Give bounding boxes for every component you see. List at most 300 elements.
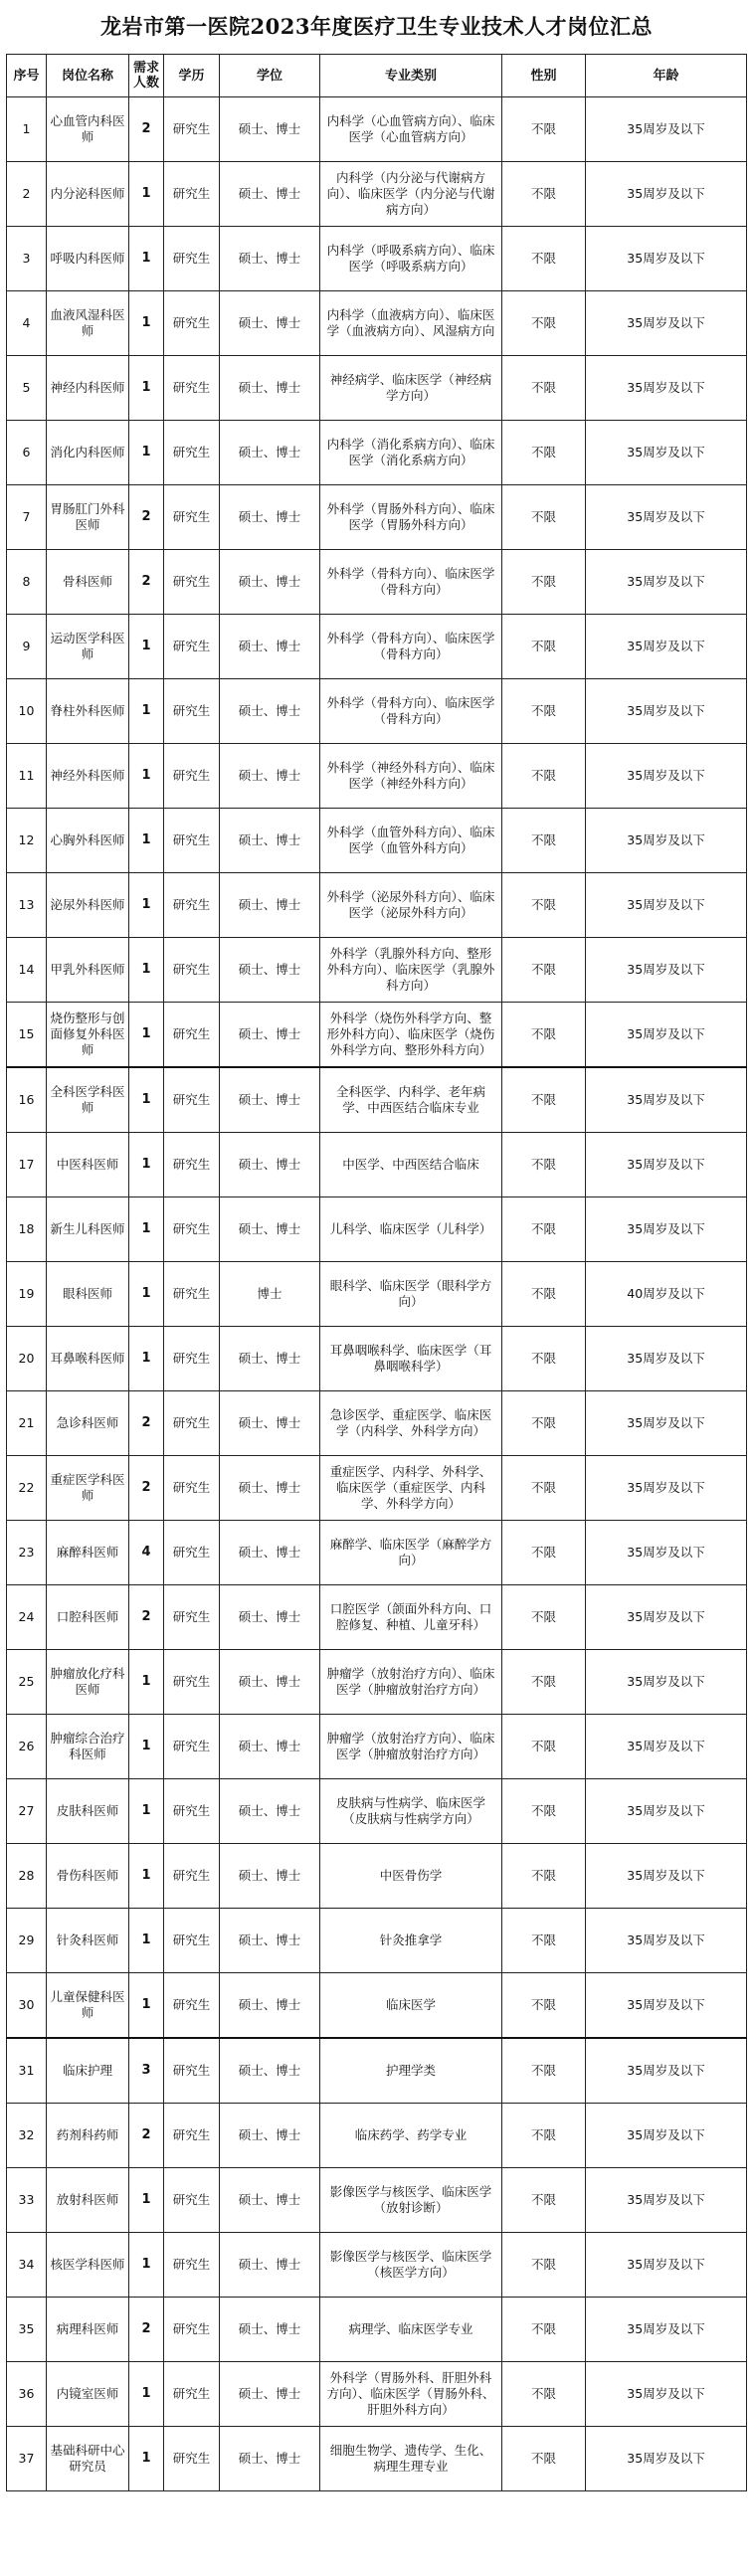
cell-major: 儿科学、临床医学（儿科学） [320, 1197, 502, 1262]
cell-count: 1 [129, 2362, 164, 2427]
cell-index: 23 [7, 1521, 47, 1585]
table-row [7, 550, 747, 615]
cell-age: 35周岁及以下 [586, 1650, 747, 1715]
cell-education: 研究生 [164, 1650, 220, 1715]
cell-index: 10 [7, 679, 47, 744]
cell-position: 中医科医师 [47, 1133, 129, 1197]
cell-count: 1 [129, 1844, 164, 1909]
cell-gender: 不限 [502, 1650, 586, 1715]
cell-gender: 不限 [502, 1327, 586, 1391]
cell-degree: 硕士、博士 [220, 1715, 320, 1779]
table-row [7, 615, 747, 679]
cell-degree: 硕士、博士 [220, 1197, 320, 1262]
cell-age: 35周岁及以下 [586, 1779, 747, 1844]
cell-education: 研究生 [164, 1391, 220, 1456]
cell-position: 内分泌科医师 [47, 162, 129, 227]
cell-index: 22 [7, 1456, 47, 1521]
table-row [7, 2038, 747, 2104]
header-education: 学历 [164, 55, 220, 97]
cell-position: 针灸科医师 [47, 1909, 129, 1973]
cell-degree: 硕士、博士 [220, 1391, 320, 1456]
table-row [7, 873, 747, 938]
page-title: 龙岩市第一医院2023年度医疗卫生专业技术人才岗位汇总 [100, 14, 653, 39]
cell-count: 1 [129, 1327, 164, 1391]
cell-major: 内科学（呼吸系病方向）、临床医学（呼吸系病方向） [320, 227, 502, 291]
cell-education: 研究生 [164, 809, 220, 873]
cell-age: 35周岁及以下 [586, 2168, 747, 2233]
table-row [7, 1197, 747, 1262]
table-row [7, 485, 747, 550]
cell-position: 儿童保健科医师 [47, 1973, 129, 2039]
cell-education: 研究生 [164, 356, 220, 421]
cell-position: 口腔科医师 [47, 1585, 129, 1650]
cell-gender: 不限 [502, 2362, 586, 2427]
table-row [7, 1262, 747, 1327]
cell-gender: 不限 [502, 1262, 586, 1327]
cell-count: 1 [129, 421, 164, 485]
header-position: 岗位名称 [47, 55, 129, 97]
cell-position: 麻醉科医师 [47, 1521, 129, 1585]
cell-age: 35周岁及以下 [586, 1197, 747, 1262]
cell-gender: 不限 [502, 485, 586, 550]
cell-age: 35周岁及以下 [586, 744, 747, 809]
cell-gender: 不限 [502, 1715, 586, 1779]
cell-index: 1 [7, 97, 47, 162]
cell-education: 研究生 [164, 1067, 220, 1133]
cell-major: 重症医学、内科学、外科学、临床医学（重症医学、内科学、外科学方向） [320, 1456, 502, 1521]
cell-count: 1 [129, 1262, 164, 1327]
cell-major: 外科学（乳腺外科方向、整形外科方向）、临床医学（乳腺外科方向） [320, 938, 502, 1003]
table-row [7, 809, 747, 873]
cell-position: 药剂科药师 [47, 2104, 129, 2168]
cell-count: 1 [129, 679, 164, 744]
cell-age: 35周岁及以下 [586, 485, 747, 550]
header-index: 序号 [7, 55, 47, 97]
cell-degree: 硕士、博士 [220, 2362, 320, 2427]
cell-age: 35周岁及以下 [586, 2038, 747, 2104]
cell-degree: 硕士、博士 [220, 2168, 320, 2233]
table-row [7, 1844, 747, 1909]
cell-major: 外科学（胃肠外科、肝胆外科方向）、临床医学（胃肠外科、肝胆外科方向） [320, 2362, 502, 2427]
cell-education: 研究生 [164, 421, 220, 485]
cell-major: 中医学、中西医结合临床 [320, 1133, 502, 1197]
cell-count: 1 [129, 356, 164, 421]
cell-age: 35周岁及以下 [586, 1521, 747, 1585]
table-row [7, 1067, 747, 1133]
cell-gender: 不限 [502, 162, 586, 227]
cell-gender: 不限 [502, 2427, 586, 2491]
cell-degree: 硕士、博士 [220, 1650, 320, 1715]
cell-gender: 不限 [502, 2233, 586, 2298]
cell-education: 研究生 [164, 1456, 220, 1521]
cell-age: 35周岁及以下 [586, 2233, 747, 2298]
header-degree: 学位 [220, 55, 320, 97]
cell-education: 研究生 [164, 1197, 220, 1262]
cell-education: 研究生 [164, 2104, 220, 2168]
cell-count: 1 [129, 1973, 164, 2039]
cell-index: 2 [7, 162, 47, 227]
cell-position: 全科医学科医师 [47, 1067, 129, 1133]
cell-major: 临床药学、药学专业 [320, 2104, 502, 2168]
cell-age: 35周岁及以下 [586, 421, 747, 485]
cell-count: 1 [129, 1650, 164, 1715]
cell-degree: 硕士、博士 [220, 2298, 320, 2362]
cell-major: 外科学（骨科方向）、临床医学（骨科方向） [320, 615, 502, 679]
cell-position: 血液风湿科医师 [47, 291, 129, 356]
cell-gender: 不限 [502, 1521, 586, 1585]
cell-education: 研究生 [164, 938, 220, 1003]
cell-gender: 不限 [502, 2298, 586, 2362]
cell-gender: 不限 [502, 1456, 586, 1521]
table-row [7, 97, 747, 162]
cell-degree: 硕士、博士 [220, 809, 320, 873]
cell-degree: 硕士、博士 [220, 1456, 320, 1521]
cell-index: 24 [7, 1585, 47, 1650]
cell-education: 研究生 [164, 1521, 220, 1585]
cell-index: 14 [7, 938, 47, 1003]
cell-index: 21 [7, 1391, 47, 1456]
cell-count: 2 [129, 550, 164, 615]
cell-position: 肿瘤综合治疗科医师 [47, 1715, 129, 1779]
table-row [7, 679, 747, 744]
cell-major: 外科学（血管外科方向）、临床医学（血管外科方向） [320, 809, 502, 873]
cell-count: 2 [129, 1391, 164, 1456]
cell-age: 35周岁及以下 [586, 1973, 747, 2039]
cell-gender: 不限 [502, 809, 586, 873]
cell-index: 29 [7, 1909, 47, 1973]
cell-major: 外科学（神经外科方向）、临床医学（神经外科方向） [320, 744, 502, 809]
cell-gender: 不限 [502, 550, 586, 615]
cell-count: 1 [129, 1067, 164, 1133]
cell-index: 20 [7, 1327, 47, 1391]
header-major: 专业类别 [320, 55, 502, 97]
cell-degree: 硕士、博士 [220, 1133, 320, 1197]
cell-position: 皮肤科医师 [47, 1779, 129, 1844]
cell-age: 35周岁及以下 [586, 938, 747, 1003]
cell-major: 细胞生物学、遗传学、生化、病理生理专业 [320, 2427, 502, 2491]
cell-age: 35周岁及以下 [586, 873, 747, 938]
cell-count: 2 [129, 1456, 164, 1521]
cell-age: 35周岁及以下 [586, 615, 747, 679]
cell-major: 肿瘤学（放射治疗方向）、临床医学（肿瘤放射治疗方向） [320, 1650, 502, 1715]
cell-age: 35周岁及以下 [586, 1715, 747, 1779]
cell-count: 4 [129, 1521, 164, 1585]
cell-index: 35 [7, 2298, 47, 2362]
cell-degree: 硕士、博士 [220, 162, 320, 227]
cell-education: 研究生 [164, 744, 220, 809]
cell-gender: 不限 [502, 1003, 586, 1068]
cell-age: 35周岁及以下 [586, 162, 747, 227]
cell-degree: 硕士、博士 [220, 97, 320, 162]
cell-gender: 不限 [502, 1067, 586, 1133]
table-header-row [7, 55, 747, 97]
cell-position: 病理科医师 [47, 2298, 129, 2362]
cell-gender: 不限 [502, 679, 586, 744]
cell-age: 35周岁及以下 [586, 97, 747, 162]
cell-index: 16 [7, 1067, 47, 1133]
table-row [7, 1650, 747, 1715]
table-row [7, 2298, 747, 2362]
cell-major: 中医骨伤学 [320, 1844, 502, 1909]
header-count: 需求人数 [129, 55, 164, 97]
cell-count: 1 [129, 615, 164, 679]
cell-degree: 硕士、博士 [220, 1327, 320, 1391]
table-row [7, 1779, 747, 1844]
cell-age: 35周岁及以下 [586, 1391, 747, 1456]
cell-count: 3 [129, 2038, 164, 2104]
cell-index: 12 [7, 809, 47, 873]
cell-education: 研究生 [164, 1262, 220, 1327]
cell-major: 内科学（心血管病方向）、临床医学（心血管病方向） [320, 97, 502, 162]
cell-major: 病理学、临床医学专业 [320, 2298, 502, 2362]
cell-position: 肿瘤放化疗科医师 [47, 1650, 129, 1715]
table-row [7, 1909, 747, 1973]
cell-position: 神经外科医师 [47, 744, 129, 809]
cell-degree: 硕士、博士 [220, 1779, 320, 1844]
cell-education: 研究生 [164, 550, 220, 615]
cell-count: 1 [129, 1779, 164, 1844]
cell-education: 研究生 [164, 1003, 220, 1068]
cell-index: 9 [7, 615, 47, 679]
cell-major: 外科学（胃肠外科方向）、临床医学（胃肠外科方向） [320, 485, 502, 550]
cell-education: 研究生 [164, 485, 220, 550]
cell-education: 研究生 [164, 1844, 220, 1909]
cell-position: 新生儿科医师 [47, 1197, 129, 1262]
cell-gender: 不限 [502, 744, 586, 809]
cell-education: 研究生 [164, 1133, 220, 1197]
cell-count: 1 [129, 1715, 164, 1779]
cell-index: 33 [7, 2168, 47, 2233]
cell-count: 1 [129, 744, 164, 809]
cell-age: 35周岁及以下 [586, 1003, 747, 1068]
cell-major: 影像医学与核医学、临床医学（放射诊断） [320, 2168, 502, 2233]
cell-index: 19 [7, 1262, 47, 1327]
cell-major: 内科学（消化系病方向）、临床医学（消化系病方向） [320, 421, 502, 485]
cell-age: 35周岁及以下 [586, 1456, 747, 1521]
cell-major: 眼科学、临床医学（眼科学方向） [320, 1262, 502, 1327]
cell-degree: 博士 [220, 1262, 320, 1327]
cell-gender: 不限 [502, 227, 586, 291]
cell-position: 运动医学科医师 [47, 615, 129, 679]
cell-gender: 不限 [502, 2038, 586, 2104]
cell-position: 耳鼻喉科医师 [47, 1327, 129, 1391]
cell-count: 1 [129, 873, 164, 938]
cell-position: 胃肠肛门外科医师 [47, 485, 129, 550]
table-row [7, 2362, 747, 2427]
cell-education: 研究生 [164, 227, 220, 291]
cell-position: 心胸外科医师 [47, 809, 129, 873]
cell-position: 急诊科医师 [47, 1391, 129, 1456]
table-row [7, 1521, 747, 1585]
cell-education: 研究生 [164, 2233, 220, 2298]
cell-index: 5 [7, 356, 47, 421]
cell-degree: 硕士、博士 [220, 1844, 320, 1909]
table-row [7, 1973, 747, 2039]
cell-major: 外科学（骨科方向）、临床医学（骨科方向） [320, 550, 502, 615]
cell-gender: 不限 [502, 97, 586, 162]
cell-degree: 硕士、博士 [220, 485, 320, 550]
cell-degree: 硕士、博士 [220, 744, 320, 809]
cell-index: 26 [7, 1715, 47, 1779]
table-row [7, 227, 747, 291]
cell-major: 急诊医学、重症医学、临床医学（内科学、外科学方向） [320, 1391, 502, 1456]
cell-position: 烧伤整形与创面修复外科医师 [47, 1003, 129, 1068]
cell-age: 35周岁及以下 [586, 2298, 747, 2362]
cell-major: 护理学类 [320, 2038, 502, 2104]
cell-degree: 硕士、博士 [220, 2038, 320, 2104]
cell-index: 17 [7, 1133, 47, 1197]
cell-degree: 硕士、博士 [220, 1973, 320, 2039]
cell-position: 脊柱外科医师 [47, 679, 129, 744]
cell-index: 25 [7, 1650, 47, 1715]
cell-age: 35周岁及以下 [586, 2104, 747, 2168]
cell-position: 呼吸内科医师 [47, 227, 129, 291]
cell-degree: 硕士、博士 [220, 615, 320, 679]
cell-count: 1 [129, 809, 164, 873]
cell-age: 35周岁及以下 [586, 227, 747, 291]
cell-degree: 硕士、博士 [220, 873, 320, 938]
cell-count: 1 [129, 291, 164, 356]
cell-education: 研究生 [164, 1779, 220, 1844]
cell-index: 6 [7, 421, 47, 485]
cell-count: 1 [129, 1133, 164, 1197]
table-row [7, 1003, 747, 1068]
cell-gender: 不限 [502, 1909, 586, 1973]
cell-index: 11 [7, 744, 47, 809]
cell-position: 骨科医师 [47, 550, 129, 615]
cell-major: 影像医学与核医学、临床医学（核医学方向） [320, 2233, 502, 2298]
cell-major: 耳鼻咽喉科学、临床医学（耳鼻咽喉科学） [320, 1327, 502, 1391]
cell-degree: 硕士、博士 [220, 291, 320, 356]
cell-position: 内镜室医师 [47, 2362, 129, 2427]
cell-degree: 硕士、博士 [220, 356, 320, 421]
table-row [7, 2427, 747, 2491]
cell-gender: 不限 [502, 1133, 586, 1197]
cell-gender: 不限 [502, 938, 586, 1003]
cell-position: 心血管内科医师 [47, 97, 129, 162]
cell-gender: 不限 [502, 1197, 586, 1262]
cell-gender: 不限 [502, 2168, 586, 2233]
cell-position: 神经内科医师 [47, 356, 129, 421]
table-row [7, 2233, 747, 2298]
cell-education: 研究生 [164, 2362, 220, 2427]
cell-major: 肿瘤学（放射治疗方向）、临床医学（肿瘤放射治疗方向） [320, 1715, 502, 1779]
cell-count: 1 [129, 1003, 164, 1068]
table-row [7, 938, 747, 1003]
table-row [7, 2168, 747, 2233]
cell-education: 研究生 [164, 2298, 220, 2362]
cell-education: 研究生 [164, 873, 220, 938]
cell-education: 研究生 [164, 1909, 220, 1973]
cell-major: 外科学（烧伤外科学方向、整形外科方向）、临床医学（烧伤外科学方向、整形外科方向） [320, 1003, 502, 1068]
cell-count: 2 [129, 2104, 164, 2168]
cell-age: 35周岁及以下 [586, 1327, 747, 1391]
cell-position: 眼科医师 [47, 1262, 129, 1327]
cell-count: 1 [129, 1197, 164, 1262]
cell-major: 外科学（泌尿外科方向）、临床医学（泌尿外科方向） [320, 873, 502, 938]
cell-education: 研究生 [164, 1973, 220, 2039]
cell-age: 35周岁及以下 [586, 1585, 747, 1650]
table-row [7, 356, 747, 421]
cell-gender: 不限 [502, 421, 586, 485]
cell-index: 18 [7, 1197, 47, 1262]
cell-position: 泌尿外科医师 [47, 873, 129, 938]
cell-education: 研究生 [164, 679, 220, 744]
cell-major: 内科学（血液病方向）、临床医学（血液病方向）、风湿病方向 [320, 291, 502, 356]
table-row [7, 1715, 747, 1779]
positions-table [6, 54, 747, 2491]
cell-education: 研究生 [164, 97, 220, 162]
cell-education: 研究生 [164, 615, 220, 679]
cell-index: 4 [7, 291, 47, 356]
cell-age: 35周岁及以下 [586, 809, 747, 873]
cell-position: 骨伤科医师 [47, 1844, 129, 1909]
cell-count: 2 [129, 2298, 164, 2362]
cell-age: 35周岁及以下 [586, 2362, 747, 2427]
cell-count: 1 [129, 2168, 164, 2233]
cell-count: 1 [129, 1909, 164, 1973]
cell-degree: 硕士、博士 [220, 2233, 320, 2298]
cell-major: 外科学（骨科方向）、临床医学（骨科方向） [320, 679, 502, 744]
cell-gender: 不限 [502, 1391, 586, 1456]
cell-major: 临床医学 [320, 1973, 502, 2039]
cell-count: 1 [129, 227, 164, 291]
cell-position: 消化内科医师 [47, 421, 129, 485]
cell-degree: 硕士、博士 [220, 679, 320, 744]
cell-index: 36 [7, 2362, 47, 2427]
cell-index: 15 [7, 1003, 47, 1068]
cell-age: 35周岁及以下 [586, 1844, 747, 1909]
cell-index: 31 [7, 2038, 47, 2104]
cell-degree: 硕士、博士 [220, 550, 320, 615]
cell-education: 研究生 [164, 291, 220, 356]
cell-age: 35周岁及以下 [586, 1067, 747, 1133]
cell-index: 8 [7, 550, 47, 615]
cell-major: 口腔医学（颌面外科方向、口腔修复、种植、儿童牙科） [320, 1585, 502, 1650]
cell-index: 32 [7, 2104, 47, 2168]
cell-gender: 不限 [502, 873, 586, 938]
cell-index: 3 [7, 227, 47, 291]
cell-age: 35周岁及以下 [586, 1909, 747, 1973]
cell-education: 研究生 [164, 1715, 220, 1779]
cell-gender: 不限 [502, 1973, 586, 2039]
cell-position: 重症医学科医师 [47, 1456, 129, 1521]
cell-count: 1 [129, 162, 164, 227]
cell-degree: 硕士、博士 [220, 938, 320, 1003]
table-row [7, 744, 747, 809]
cell-education: 研究生 [164, 1585, 220, 1650]
cell-index: 37 [7, 2427, 47, 2491]
cell-gender: 不限 [502, 1585, 586, 1650]
header-age: 年龄 [586, 55, 747, 97]
cell-degree: 硕士、博士 [220, 2427, 320, 2491]
cell-degree: 硕士、博士 [220, 1003, 320, 1068]
cell-degree: 硕士、博士 [220, 227, 320, 291]
cell-index: 28 [7, 1844, 47, 1909]
cell-index: 27 [7, 1779, 47, 1844]
cell-position: 基础科研中心研究员 [47, 2427, 129, 2491]
cell-count: 2 [129, 1585, 164, 1650]
table-row [7, 1585, 747, 1650]
cell-education: 研究生 [164, 162, 220, 227]
cell-major: 针灸推拿学 [320, 1909, 502, 1973]
cell-age: 40周岁及以下 [586, 1262, 747, 1327]
cell-position: 甲乳外科医师 [47, 938, 129, 1003]
cell-index: 34 [7, 2233, 47, 2298]
cell-education: 研究生 [164, 2427, 220, 2491]
cell-index: 30 [7, 1973, 47, 2039]
cell-position: 放射科医师 [47, 2168, 129, 2233]
